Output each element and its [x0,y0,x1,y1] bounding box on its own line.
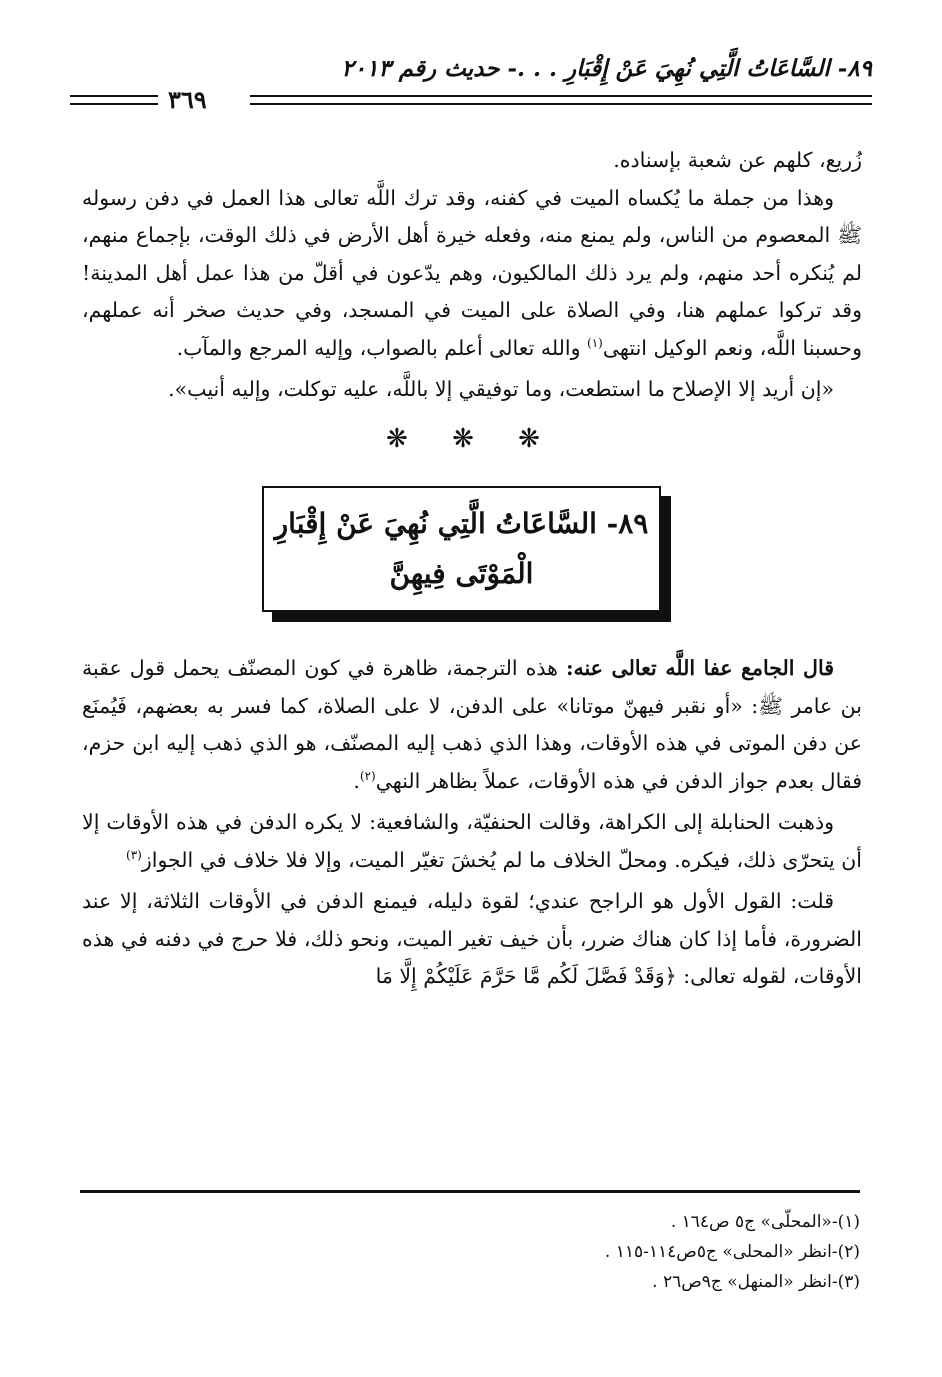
header-double-rule-short [70,95,158,105]
footnote: (٣)-انظر «المنهل» ج٩ص٢٦ . [652,1272,860,1292]
footnote: (٢)-انظر «المحلى» ج٥ص١١٤-١١٥ . [604,1242,860,1262]
paragraph-text: هذه الترجمة، ظاهرة في كون المصنّف يحمل قول عقبة بن عامر ﷺ: «أو نقبر فيهنّ موتانا» على الدفن، لا على الصلاة، كما فسر به بعضهم، فَيُمنَع عن دفن الموتى في هذه الأوقات، وهذا الذي ذهب إليه المصنّف، هو الذي ذهب إليه ابن حزم، فقال بعدم جواز الدفن في هذه الأوقات، عملاً بظاهر النهي [82,656,862,793]
footnote-mark: (٢) [359,768,376,783]
page-number: ٣٦٩ [168,85,207,114]
section-separator: ❋ ❋ ❋ [386,423,558,454]
header-double-rule [250,95,872,105]
footnote-mark: (١) [587,335,603,350]
chapter-heading-area [82,480,862,650]
paragraph-continuation: زُريع، كلهم عن شعبة بإسناده. [613,148,862,172]
quran-quote-paragraph: «إن أريد إلا الإصلاح ما استطعت، وما توفيقي إلا باللَّه، عليه توكلت، وإليه أنيب». [168,377,834,401]
footnote: (١)-«المحلّى» ج٥ ص١٦٤ . [670,1212,860,1232]
chapter-heading-line1: ٨٩- السَّاعَاتُ الَّتِي نُهِيَ عَنْ إِقْبَارِ [274,507,649,540]
footnotes [80,1190,860,1297]
paragraph-lead: قال الجامع عفا اللَّه تعالى عنه: [565,656,834,680]
paragraph: قلت: القول الأول هو الراجح عندي؛ لقوة دليله، فيمنع الدفن في الأوقات الثلاثة، إلا عند الضرورة، فأما إذا كان هناك ضرر، بأن خيف تغير الميت، ونحو ذلك، فلا حرج في دفنه في هذه الأوقات، لقوله تعالى: ﴿وَقَدْ فَصَّلَ لَكُم مَّا حَرَّمَ عَلَيْكُمْ إِلَّا مَا [82,889,862,988]
paragraph [82,180,862,368]
chapter-heading-line2: الْمَوْتَى فِيهِنَّ [389,557,534,590]
paragraph: قال الجامع عفا اللَّه تعالى عنه: هذه الترجمة، ظاهرة في كون المصنّف يحمل قول عقبة بن عامر ﷺ: «أو نقبر فيهنّ موتانا» على الدفن، لا على الصلاة، كما فسر به بعضهم، فَيُمنَع عن دفن الموتى في هذه الأوقات، وهذا الذي ذهب إليه المصنّف، هو الذي ذهب إليه ابن حزم، فقال بعدم جواز الدفن في هذه الأوقات، عملاً بظاهر النهي$^{(٢)}$. [82,656,862,793]
paragraph-text-end: والله تعالى أعلم بالصواب، وإليه المرجع والمآب. [176,335,581,360]
main-text [82,142,862,996]
paragraph-text: وذهبت الحنابلة إلى الكراهة، وقالت الحنفيّة، والشافعية: لا يكره الدفن في هذه الأوقات إلا أن يتحرّى ذلك، فيكره. ومحلّ الخلاف ما لم يُخشَ تغيّر الميت، وإلا فلا خلاف في الجواز [82,810,862,872]
paragraph [82,804,862,879]
page-header [70,55,872,115]
footnote-mark: (٣) [126,847,142,862]
paragraph-text: وهذا من جملة ما يُكساه الميت في كفنه، وقد ترك اللَّه تعالى هذا العمل في دفن رسوله ﷺ المعصوم من الناس، ولم يمنع منه، وفعله خيرة أهل الأرض في ذلك الوقت، بإجماع منهم، لم يُنكره أحد منهم، ولم يرد ذلك المالكيون، وهم يدّعون في أقلّ من هذا عمل أهل المدينة! وقد تركوا عملهم هنا، وفي الصلاة على الميت في المسجد، وفي حديث صخر أنه عملهم، وحسبنا اللَّه، ونعم الوكيل انتهى [82,185,862,360]
running-title: ٨٩- السَّاعَاتُ الَّتِي نُهِيَ عَنْ إِقْبَارِ . . .- حديث رقم ٢٠١٣ [341,55,872,82]
chapter-heading-box [262,486,661,612]
